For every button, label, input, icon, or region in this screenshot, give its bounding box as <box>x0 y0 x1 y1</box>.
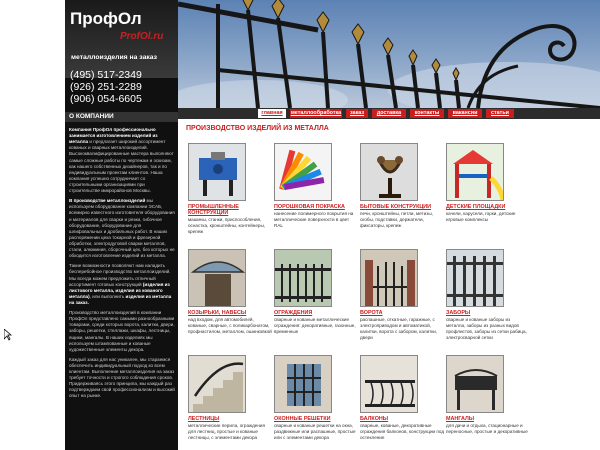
product-title[interactable]: БЫТОВЫЕ КОНСТРУКЦИИ <box>360 204 432 210</box>
product-description: качели, карусели, горки, детские игровые комплексы <box>446 211 516 222</box>
barbecue-icon <box>447 356 504 413</box>
product-title[interactable]: МАНГАЛЫ <box>446 416 475 422</box>
logo-title[interactable]: ПрофОл <box>70 9 142 28</box>
product-title[interactable]: ДЕТСКИЕ ПЛОЩАДКИ <box>446 204 506 210</box>
main-content <box>178 119 600 450</box>
balcony-icon <box>361 356 418 413</box>
product-title[interactable]: ВОРОТА <box>360 310 383 316</box>
nav-item-order[interactable]: заказ <box>346 109 368 118</box>
phone-number: (495) 517-2349 <box>70 69 142 81</box>
gate-icon[interactable] <box>360 249 418 307</box>
about-text-span: Такие возможности позволяют нам наладить бесперебойное производство металлоизделий. Мы всегда можем предложить отличный ассортимент готовых конструкций <box>69 263 171 287</box>
gate-icon <box>361 250 418 307</box>
about-paragraph <box>69 127 175 194</box>
product-title[interactable]: ОГРАЖДЕНИЯ <box>274 310 313 316</box>
staircase-icon[interactable] <box>188 355 246 413</box>
page-title: ПРОИЗВОДСТВО ИЗДЕЛИЙ ИЗ МЕТАЛЛА <box>186 125 329 132</box>
wrought-iron-fence-icon <box>178 0 600 108</box>
nav-item-metalworking[interactable]: металлообработка <box>290 110 342 116</box>
nav-item-articles[interactable]: статьи <box>486 109 514 118</box>
canopy-icon <box>189 250 246 307</box>
product-description: распашные, откатные, гаражные, с электроприводом и автоматикой, калитки, ворота с забором, калитки, двери <box>360 317 438 340</box>
playground-icon <box>447 144 504 201</box>
about-bold: Компания ПрофОл профессионально занимается изготовлением изделий из металла <box>69 127 158 145</box>
about-heading: О КОМПАНИИ <box>65 112 178 122</box>
product-description: металлические перила, ограждения для лестниц, простые и кованые лестницы, с элементами декора <box>188 423 265 440</box>
metal-fence-icon <box>447 250 504 307</box>
product-title[interactable]: БАЛКОНЫ <box>360 416 389 422</box>
product-title[interactable]: ПОРОШКОВАЯ ПОКРАСКА <box>274 204 345 210</box>
fence-icon[interactable] <box>274 249 332 307</box>
mouse-cursor-icon <box>4 329 12 341</box>
product-description: нанесение полимерного покрытия на металлические поверхности в цвет RAL <box>274 211 354 228</box>
industrial-machine-icon <box>189 144 246 201</box>
about-text-span: , или выполнить <box>89 293 126 299</box>
window-grille-icon <box>275 356 332 413</box>
main-nav <box>178 108 600 119</box>
product-description: сварные и кованые решетки на окна, раздвижные или распашные, простые или с элементами декора <box>274 423 356 440</box>
nav-item-home[interactable]: главная <box>258 109 286 118</box>
forged-candle-holder-icon <box>361 144 418 201</box>
nav-item-vacancies[interactable]: вакансии <box>448 109 482 118</box>
phone-number: (926) 251-2289 <box>70 81 142 93</box>
forged-candle-holder-icon[interactable] <box>360 143 418 201</box>
canopy-icon[interactable] <box>188 249 246 307</box>
balcony-icon[interactable] <box>360 355 418 413</box>
about-text-span: мы используем оборудование компании ЭСАБ, всемирно известного изготовителя оборудования и материалов для сварки и резки, гибочное оборудование, оборудование для шлифовальных и дробильных работ. В наших распоряжении цеха токарной и фрезерной обработки, электродуговой сварки металлов, стали, алюминия, сборочный цех, без которых не обходится изготовление изделий из металла. <box>69 198 175 259</box>
product-title[interactable]: ЛЕСТНИЦЫ <box>188 416 220 422</box>
phone-number: (906) 054-6605 <box>70 93 142 105</box>
ral-color-fan-icon[interactable] <box>274 143 332 201</box>
ral-color-fan-icon <box>275 144 332 201</box>
product-title[interactable]: ПРОМЫШЛЕННЫЕ КОНСТРУКЦИИ <box>188 204 239 217</box>
product-description: сварные, кованые, декоративные ограждения балконов, конструкции под остекление <box>360 423 445 440</box>
product-description: печи, кронштейны, петли, метизы, скобы, подставки, держатели, фиксаторы, крепеж <box>360 211 433 228</box>
product-title[interactable]: ЗАБОРЫ <box>446 310 471 316</box>
left-sidebar <box>65 0 178 450</box>
staircase-icon <box>189 356 246 413</box>
about-paragraph: Производство металлоизделий в компании ПрофОл представлено самыми разнообразными товарами, среди которых ворота, калитки, двери, заборы, решетки, стеллажи, шкафы, лестницы, ящики, мангалы. В наших изделиях мы используем штампованные и кованые художественные элементы декора. <box>69 310 175 352</box>
nav-item-delivery[interactable]: доставка <box>372 109 406 118</box>
product-title[interactable]: ОКОННЫЕ РЕШЕТКИ <box>274 416 331 422</box>
product-description: сварные и кованые металлические ограждения: декоративные, газонные, временные <box>274 317 356 334</box>
about-paragraph <box>69 198 175 259</box>
about-paragraph <box>69 263 175 306</box>
fence-icon <box>275 250 332 307</box>
about-bold: изделия из металла на заказ. <box>69 293 172 305</box>
metal-fence-icon[interactable] <box>446 249 504 307</box>
product-description: машины, станки, приспособления, оснастка, кронштейны, контейнеры, крепеж <box>188 217 266 234</box>
about-paragraph: Каждый заказ для нас уникален, мы стараемся обеспечить индивидуальный подход ко всем клиентам. Выполнение металлоизделия на заказ требует точности и строгого соблюдения сроков. Придерживаясь этого принципа, мы каждый раз подтверждаем свой профессионализм и высокий опыт на рынке. <box>69 356 175 399</box>
product-title[interactable]: КОЗЫРЬКИ, НАВЕСЫ <box>188 310 247 316</box>
about-text-span: и предлагает широкий ассортимент кованых и сварных металлоизделий. Высококвалифицированные мастера выполняют самые сложные работы по чертежам и эскизам, как нашего собственных дизайнеров, так и по индивидуальным проектам клиентов. Наша компания успешно сотрудничает со строительными организациями при строительстве микрорайонов Москвы. <box>69 139 174 194</box>
barbecue-icon[interactable] <box>446 355 504 413</box>
logo-subtitle[interactable]: ProfOl.ru <box>120 31 164 42</box>
product-description: сварные и кованые заборы из металла, заборы из разных видов профлистов, заборы из сетки рабица, электросварной сетки <box>446 317 527 340</box>
industrial-machine-icon[interactable] <box>188 143 246 201</box>
logo-area[interactable] <box>65 0 178 78</box>
window-grille-icon[interactable] <box>274 355 332 413</box>
tagline: металлоизделия на заказ <box>71 54 158 61</box>
about-bold: (изделия из листового металла, изделия из кованого металла) <box>69 281 170 299</box>
about-bold: В производстве металлоизделий <box>69 198 146 204</box>
nav-item-contacts[interactable]: контакты <box>410 109 444 118</box>
about-text <box>69 127 175 404</box>
hero-fence-image <box>178 0 600 108</box>
product-description: над входом, для автомобилей, кованые, сварные, с поликарбонатом, профнастилом, металлом, ошинковкой <box>188 317 272 334</box>
product-description: для дачи и отдыха, стационарные и переносные, простые и декоративные <box>446 423 528 434</box>
playground-icon[interactable] <box>446 143 504 201</box>
